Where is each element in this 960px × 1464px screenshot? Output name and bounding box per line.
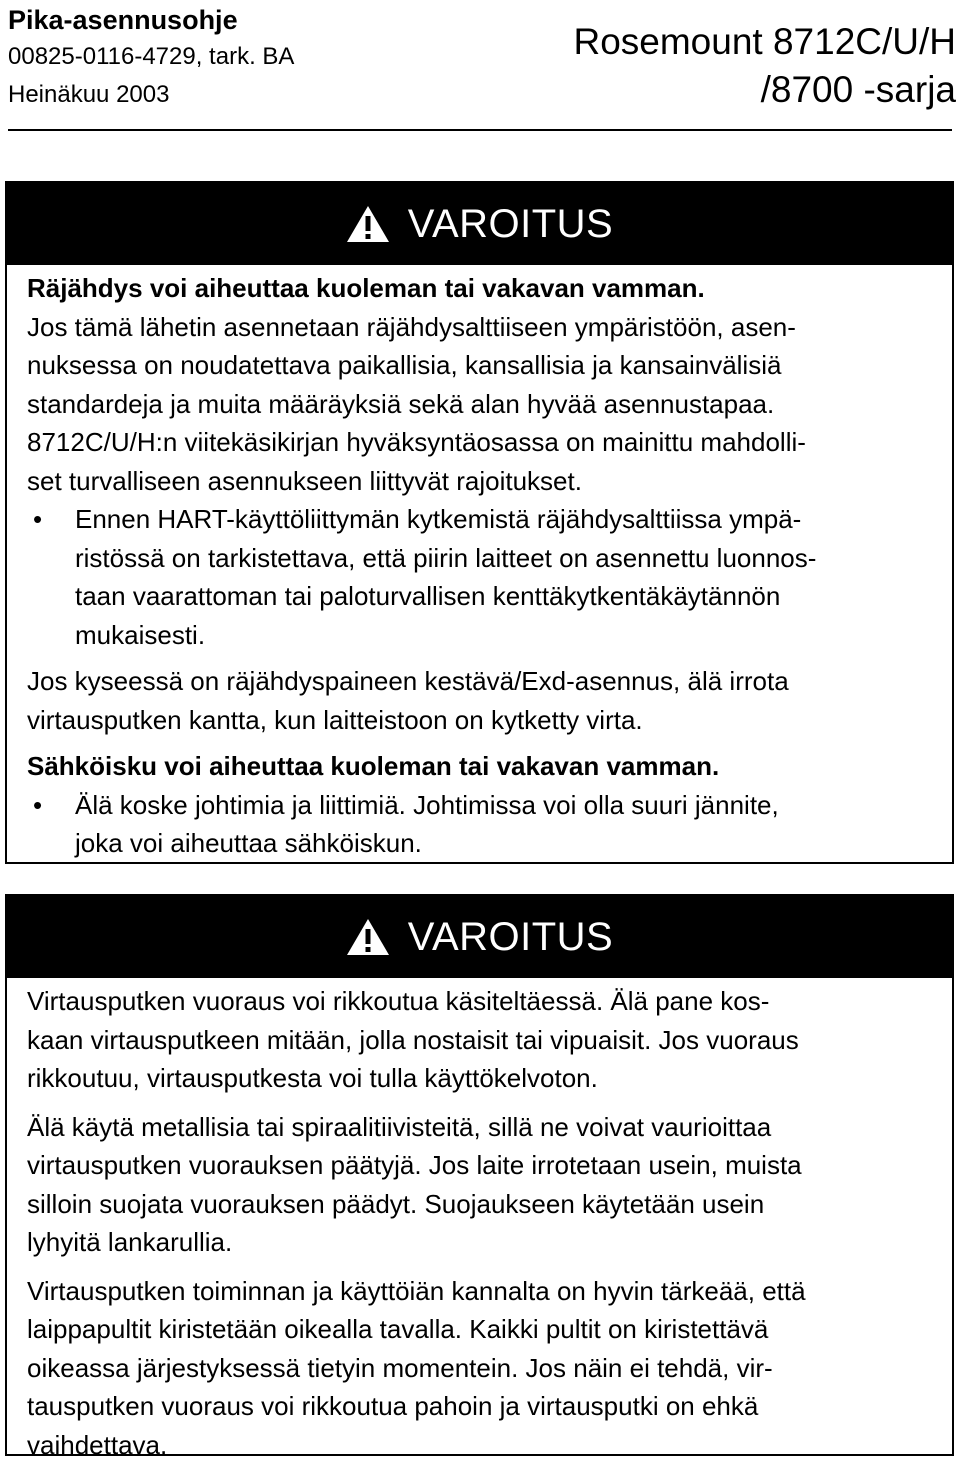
text-line: virtausputken vuorauksen päätyjä. Jos laite irrotetaan usein, muista [27, 1146, 938, 1185]
text-line: ristössä on tarkistettava, että piirin laitteet on asennettu luonnos- [75, 539, 938, 578]
text-line: Jos tämä lähetin asennetaan räjähdysalttiiseen ympäristöön, asen- [27, 308, 938, 347]
warning-triangle-icon [346, 918, 390, 956]
warning-paragraph [27, 1272, 938, 1464]
text-line: 8712C/U/H:n viitekäsikirjan hyväksyntäosassa on mainittu mahdolli- [27, 423, 938, 462]
text-line: vaihdettava. [27, 1426, 938, 1464]
text-line: Virtausputken vuoraus voi rikkoutua käsiteltäessä. Älä pane kos- [27, 982, 938, 1021]
warning-paragraph [27, 982, 938, 1098]
warning-paragraph [27, 662, 938, 739]
text-line: standardeja ja muita määräyksiä sekä alan hyvää asennustapaa. [27, 385, 938, 424]
text-line: Älä koske johtimia ja liittimiä. Johtimissa voi olla suuri jännite, [75, 786, 938, 825]
text-line: silloin suojata vuorauksen päädyt. Suojaukseen käytetään usein [27, 1185, 938, 1224]
spacer [27, 1098, 938, 1108]
warning-title: VAROITUS [408, 915, 614, 960]
text-line: set turvalliseen asennukseen liittyvät rajoitukset. [27, 462, 938, 501]
warning-title-bar [5, 183, 954, 265]
warning-box-liner [5, 894, 954, 1456]
document-header-left [8, 2, 428, 114]
document-number: 00825-0116-4729, tark. BA [8, 38, 428, 76]
product-title [573, 18, 956, 114]
bullet-marker: • [33, 500, 42, 539]
text-line: Jos kyseessä on räjähdyspaineen kestävä/Exd-asennus, älä irrota [27, 662, 938, 701]
warning-heading: Räjähdys voi aiheuttaa kuoleman tai vakavan vamman. [27, 269, 938, 308]
text-line: Ennen HART-käyttöliittymän kytkemistä räjähdysalttiissa ympä- [75, 500, 938, 539]
warning-title-bar [5, 896, 954, 978]
bullet-item [27, 500, 938, 654]
text-line: laippapultit kiristetään oikealla tavalla. Kaikki pultit on kiristettävä [27, 1310, 938, 1349]
spacer [27, 654, 938, 662]
text-line: tausputken vuoraus voi rikkoutua pahoin ja virtausputki on ehkä [27, 1387, 938, 1426]
text-line: Älä käytä metallisia tai spiraalitiivisteitä, sillä ne voivat vaurioittaa [27, 1108, 938, 1147]
document-type: Pika-asennusohje [8, 2, 428, 38]
text-line: rikkoutuu, virtausputkesta voi tulla käyttökelvoton. [27, 1059, 938, 1098]
text-line: lyhyitä lankarullia. [27, 1223, 938, 1262]
spacer [27, 739, 938, 747]
header-divider [8, 129, 952, 131]
text-line: Virtausputken toiminnan ja käyttöiän kannalta on hyvin tärkeää, että [27, 1272, 938, 1311]
warning-paragraph [27, 1108, 938, 1262]
text-line: taan vaarattoman tai paloturvallisen kenttäkytkentäkäytännön [75, 577, 938, 616]
bullet-marker: • [33, 786, 42, 825]
text-line: kaan virtausputkeen mitään, jolla nostaisit tai vipuaisit. Jos vuoraus [27, 1021, 938, 1060]
warning-heading: Sähköisku voi aiheuttaa kuoleman tai vakavan vamman. [27, 747, 938, 786]
bullet-item [27, 786, 938, 863]
product-title-line1: Rosemount 8712C/U/H [573, 18, 956, 66]
warning-box-explosion [5, 181, 954, 864]
text-line: mukaisesti. [75, 616, 938, 655]
text-line: oikeassa järjestyksessä tietyin momentein. Jos näin ei tehdä, vir- [27, 1349, 938, 1388]
warning-body [7, 978, 952, 1464]
product-title-line2: /8700 -sarja [573, 66, 956, 114]
warning-triangle-icon [346, 205, 390, 243]
text-line: joka voi aiheuttaa sähköiskun. [75, 824, 938, 863]
warning-paragraph [27, 308, 938, 501]
warning-title: VAROITUS [408, 202, 614, 247]
document-date: Heinäkuu 2003 [8, 76, 428, 114]
text-line: nuksessa on noudatettava paikallisia, kansallisia ja kansainvälisiä [27, 346, 938, 385]
spacer [27, 1262, 938, 1272]
text-line: virtausputken kantta, kun laitteistoon on kytketty virta. [27, 701, 938, 740]
warning-body [7, 265, 952, 863]
